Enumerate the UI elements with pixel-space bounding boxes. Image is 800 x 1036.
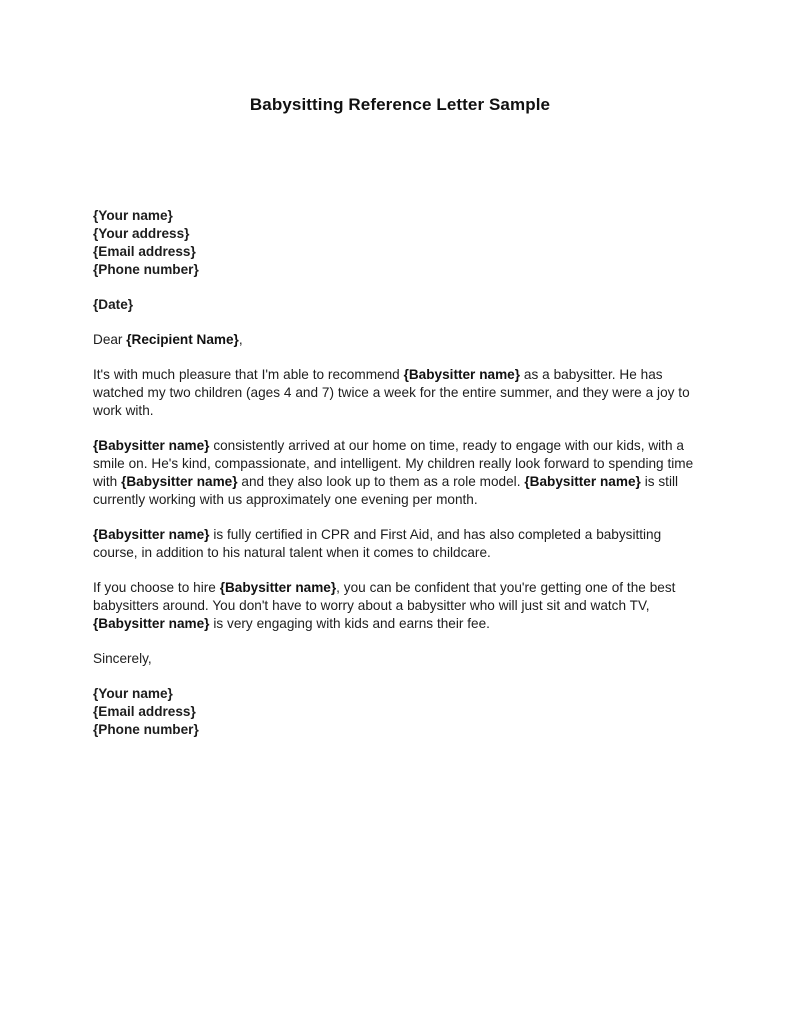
placeholder-token: {Babysitter name} [121,474,238,489]
body-paragraphs [93,366,709,633]
salutation-line [93,331,709,349]
text-run: If you choose to hire [93,580,220,595]
paragraph-4 [93,579,709,633]
closing-line [93,650,709,668]
placeholder-token: {Babysitter name} [219,580,337,595]
placeholder-token: {Babysitter name} [93,438,210,453]
sender-address-block [93,207,709,279]
salutation-recipient: {Recipient Name} [126,332,239,347]
sender-name: {Your name} [93,208,173,223]
placeholder-token: {Babysitter name} [93,616,210,631]
salutation-punctuation: , [238,332,243,347]
placeholder-token: {Babysitter name} [524,474,641,489]
paragraph-2 [93,437,709,509]
text-run: consistently arrived at our home on time, ready to engage with our kids, with a smile on. He's kind, compassionate, and intelligent. My children really look forward to spending time with [93,438,694,489]
sender-phone: {Phone number} [93,262,199,277]
signature-name: {Your name} [93,686,173,701]
signature-block [93,685,709,739]
text-run: It's with much pleasure that I'm able to recommend [93,367,404,382]
sender-email: {Email address} [93,244,196,259]
text-run: and they also look up to them as a role model. [237,474,525,489]
letter-body [93,207,709,739]
placeholder-token: {Babysitter name} [403,367,521,382]
text-run: is still currently working with us approximately one evening per month. [93,474,679,507]
salutation-greeting: Dear [93,332,127,347]
placeholder-token: {Babysitter name} [93,527,210,542]
paragraph-1 [93,366,709,420]
text-run: as a babysitter. He has watched my two children (ages 4 and 7) twice a week for the entire summer, and they were a joy to work with. [93,367,690,418]
text-run: , you can be confident that you're getting one of the best babysitters around. You don't have to worry about a babysitter who will just sit and watch TV, [93,580,676,613]
signature-phone: {Phone number} [93,722,199,737]
text-run: is very engaging with kids and earns their fee. [209,616,490,631]
paragraph-3 [93,526,709,562]
date-line [93,296,709,314]
sender-address: {Your address} [93,226,190,241]
page-title: Babysitting Reference Letter Sample [249,95,551,114]
closing-text: Sincerely, [93,651,152,666]
date-value: {Date} [93,297,134,312]
signature-email: {Email address} [93,704,196,719]
text-run: is fully certified in CPR and First Aid, and has also completed a babysitting course, in addition to his natural talent when it comes to childcare. [93,527,662,560]
